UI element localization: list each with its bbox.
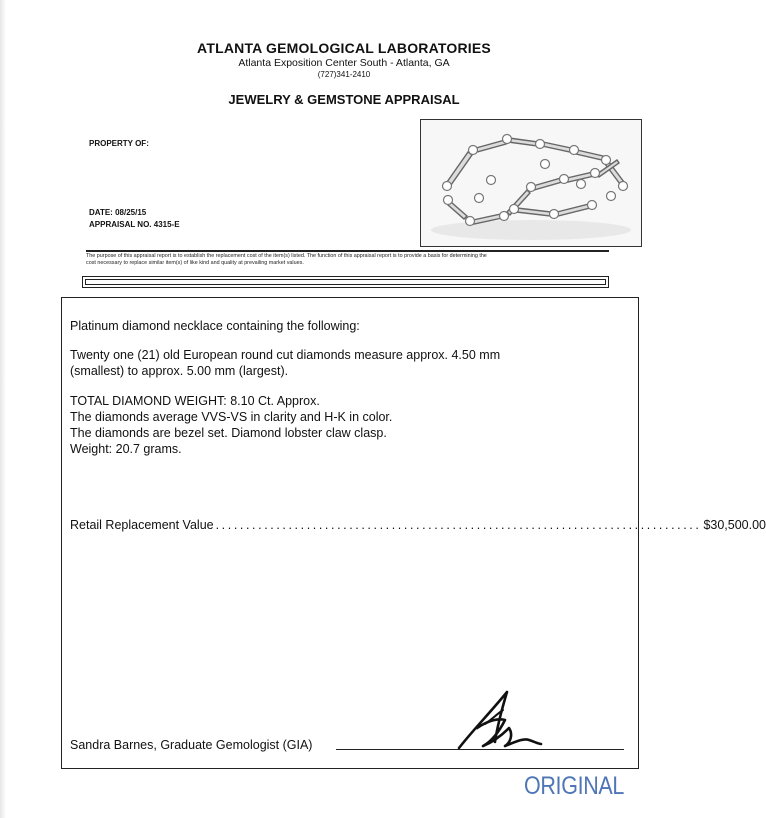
property-of-label: PROPERTY OF: — [89, 139, 149, 148]
retail-value-label: Retail Replacement Value — [70, 518, 214, 532]
total-diamond-weight: TOTAL DIAMOND WEIGHT: 8.10 Ct. Approx. — [70, 394, 320, 408]
decorative-bar-inner — [85, 279, 606, 285]
item-description-line-2: (smallest) to approx. 5.00 mm (largest). — [70, 364, 289, 378]
appraiser-name: Sandra Barnes, Graduate Gemologist (GIA) — [70, 738, 313, 752]
dot-leader: ................................................................................ — [215, 518, 702, 532]
item-weight: Weight: 20.7 grams. — [70, 442, 182, 456]
necklace-photo — [420, 119, 642, 247]
purpose-line-1: The purpose of this appraisal report is to establish the replacement cost of the item(s) listed. The function of this appraisal report is to provide a basis for determining the — [86, 253, 487, 259]
item-description-line-1: Twenty one (21) old European round cut diamonds measure approx. 4.50 mm — [70, 348, 501, 362]
lab-name: ATLANTA GEMOLOGICAL LABORATORIES — [197, 40, 491, 56]
handwritten-signature — [455, 684, 547, 754]
purpose-line-2: cost necessary to replace similar item(s) of like kind and quality at prevailing market values. — [86, 260, 304, 266]
original-stamp: ORIGINAL — [524, 772, 625, 800]
clarity-color: The diamonds average VVS-VS in clarity and H-K in color. — [70, 410, 393, 424]
purpose-statement — [86, 253, 609, 267]
necklace-photo-drawing — [421, 120, 641, 246]
setting-details: The diamonds are bezel set. Diamond lobster claw clasp. — [70, 426, 387, 440]
lab-address: Atlanta Exposition Center South - Atlanta, GA — [238, 57, 450, 69]
document-title: JEWELRY & GEMSTONE APPRAISAL — [228, 92, 460, 107]
divider-rule — [86, 250, 609, 252]
retail-value-row — [70, 518, 766, 532]
item-intro: Platinum diamond necklace containing the following: — [70, 319, 360, 333]
lab-phone: (727)341-2410 — [317, 70, 371, 79]
retail-value-amount: $30,500.00 — [703, 518, 766, 532]
appraisal-number: APPRAISAL NO. 4315-E — [89, 220, 180, 229]
scan-edge-shadow — [0, 0, 6, 818]
decorative-bar — [82, 276, 609, 288]
date-field: DATE: 08/25/15 — [89, 208, 147, 217]
